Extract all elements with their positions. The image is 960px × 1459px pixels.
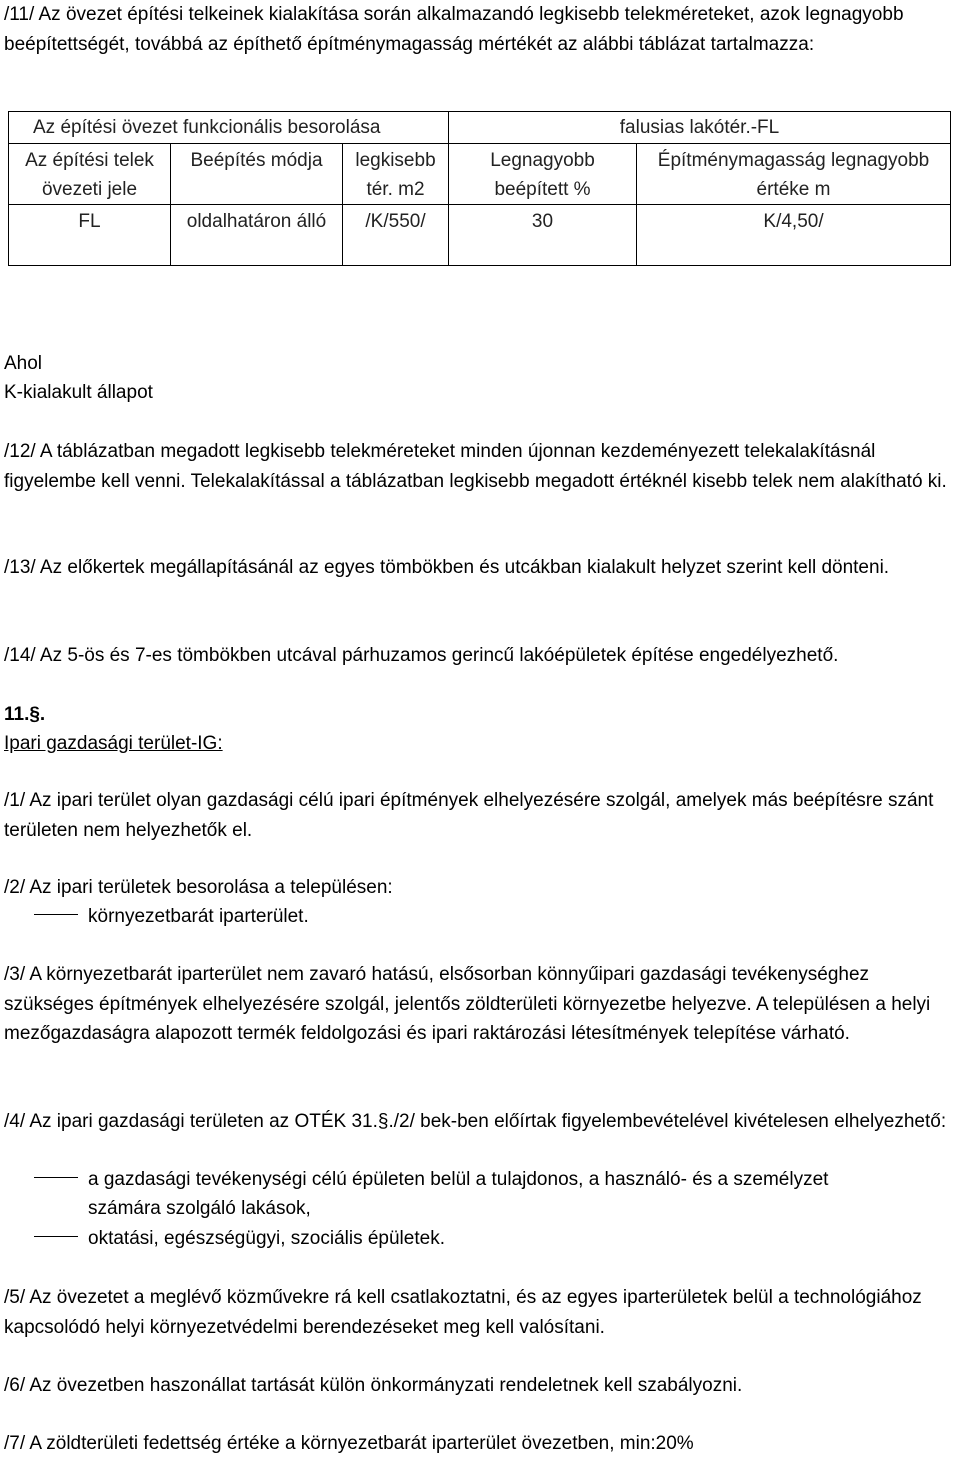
table-title-row [9, 112, 951, 144]
list-item-text: környezetbarát iparterület. [88, 906, 309, 927]
table-header: Építménymagasság legnagyobb értéke m [637, 144, 951, 205]
table-title-left: Az építési övezet funkcionális besorolása [9, 112, 449, 144]
table-header-row [9, 144, 951, 205]
k-note: K-kialakult állapot [4, 382, 153, 403]
section-para-5: /5/ Az övezetet a meglévő közművekre rá kell csatlakoztatni, és az egyes iparterületek belül a technológiához kapcsolódó helyi környezetvédelmi berendezéseket meg kell valósítani. [4, 1287, 922, 1338]
table-cell: K/4,50/ [637, 205, 951, 266]
list-item [4, 902, 954, 932]
paragraph-14: /14/ Az 5-ös és 7-es tömbökben utcával párhuzamos gerincű lakóépületek építése engedélyezhető. [4, 645, 839, 666]
section-para-2: /2/ Az ipari területek besorolása a településen: [4, 877, 393, 898]
table-cell: oldalhatáron álló [171, 205, 343, 266]
dash-bullet-icon [34, 914, 78, 915]
list-item [4, 1165, 954, 1195]
dash-bullet-icon [34, 1236, 78, 1237]
paragraph-13: /13/ Az előkertek megállapításánál az egyes tömbökben és utcákban kialakult helyzet szerint kell dönteni. [4, 557, 890, 578]
table-header: legkisebb tér. m2 [343, 144, 449, 205]
list-item-continuation: számára szolgáló lakások, [88, 1198, 311, 1219]
paragraph-12: /12/ A táblázatban megadott legkisebb telekméreteket minden újonnan kezdeményezett telekalakításnál figyelembe kell venni. Telekalakítással a táblázatban legkisebb megadott értéknél kisebb telek nem alakítható ki. [4, 441, 947, 492]
list-item-text: a gazdasági tevékenységi célú épületen belül a tulajdonos, a használó- és a személyzet [88, 1169, 829, 1190]
section-para-1: /1/ Az ipari terület olyan gazdasági célú ipari építmények elhelyezésére szolgál, amelyek más beépítésre szánt területen nem helyezhetők el. [4, 790, 934, 841]
section-title: Ipari gazdasági terület-IG: [4, 733, 223, 754]
table-header: Beépítés módja [171, 144, 343, 205]
table-cell: 30 [449, 205, 637, 266]
section-para-3: /3/ A környezetbarát iparterület nem zavaró hatású, elsősorban könnyűipari gazdasági tevékenységhez szükséges építmények elhelyezésére szolgál, jelentős zöldterületi környezetbe helyezve. A településen a helyi mezőgazdaságra alapozott termék feldolgozási és ipari raktározási létesítmények telepítése várható. [4, 964, 931, 1044]
ahol-label: Ahol [4, 353, 43, 374]
table-row [9, 205, 951, 266]
list-item [4, 1224, 954, 1254]
table-title-right: falusias lakótér.-FL [449, 112, 951, 144]
section-number: 11.§. [4, 704, 46, 725]
section-para-4: /4/ Az ipari gazdasági területen az OTÉK 31.§./2/ bek-ben előírtak figyelembevételével kivételesen elhelyezhető: [4, 1111, 947, 1132]
table-header: Az építési telek övezeti jele [9, 144, 171, 205]
section-para-7: /7/ A zöldterületi fedettség értéke a környezetbarát iparterület övezetben, min:20% [4, 1433, 694, 1454]
table-header: Legnagyobb beépített % [449, 144, 637, 205]
list-item-text: oktatási, egészségügyi, szociális épületek. [88, 1228, 445, 1249]
table-cell: /K/550/ [343, 205, 449, 266]
paragraph-11: /11/ Az övezet építési telkeinek kialakítása során alkalmazandó legkisebb telekméreteket, azok legnagyobb beépítettségét, továbbá az építhető építménymagasság mértékét az alábbi táblázat tartalmazza: [4, 4, 904, 55]
zoning-table [8, 111, 951, 266]
dash-bullet-icon [34, 1177, 78, 1178]
section-para-6: /6/ Az övezetben haszonállat tartását külön önkormányzati rendeletnek kell szabályozni. [4, 1375, 743, 1396]
table-cell: FL [9, 205, 171, 266]
